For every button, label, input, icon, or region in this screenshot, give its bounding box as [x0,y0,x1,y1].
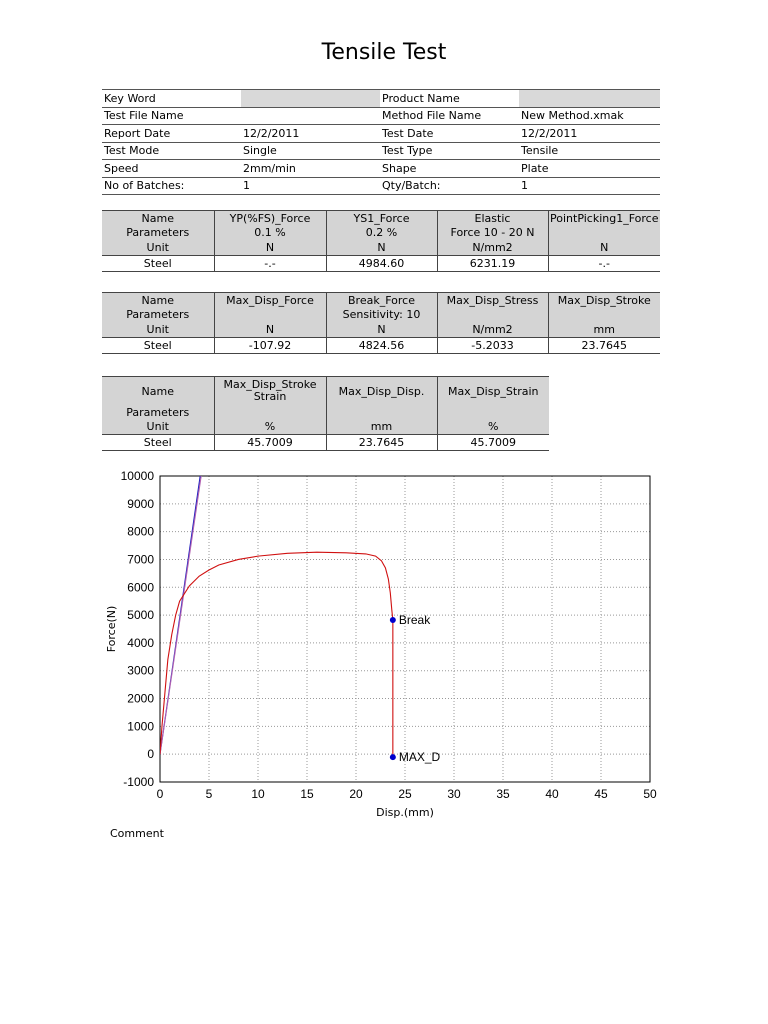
y-tick-label: 4000 [127,635,154,650]
y-tick-label: 8000 [127,524,154,539]
x-tick-label: 20 [349,787,363,801]
cell: YP(%FS)_Force [214,211,326,226]
x-tick-label: 50 [643,787,657,801]
info-label: Test Date [380,125,519,143]
info-label: Key Word [102,90,241,108]
info-label: Test Type [380,142,519,160]
cell [326,405,437,420]
table3-unit-row [102,420,549,435]
info-label: Report Date [102,125,241,143]
cell: -107.92 [214,337,326,353]
cell: N [326,240,437,255]
y-tick-label: 5000 [127,608,154,623]
cell: Max_Disp_Stroke [548,293,660,308]
cell: Steel [102,255,214,271]
table2-unit-row [102,322,660,337]
cell: 0.1 % [214,226,326,241]
cell: 45.7009 [214,435,326,451]
x-tick-label: 15 [300,787,314,801]
cell: Name [102,211,214,226]
cell: -.- [214,255,326,271]
cell: 23.7645 [548,337,660,353]
cell: mm [326,420,437,435]
comment-label: Comment [110,827,164,840]
cell: % [437,420,549,435]
cell: Name [102,377,214,406]
info-value: Tensile [519,142,660,160]
x-tick-label: 5 [205,787,213,801]
info-value: Single [241,142,380,160]
cell: 4824.56 [326,337,437,353]
y-tick-label: 1000 [127,719,154,734]
info-label: Method File Name [380,107,519,125]
info-value: 2mm/min [241,160,380,178]
info-row [102,142,660,160]
cell: Elastic [437,211,548,226]
table1-name-row [102,211,660,226]
cell: 4984.60 [326,255,437,271]
x-tick-label: 0 [156,787,164,801]
info-value: 12/2/2011 [519,125,660,143]
table1-steel-row [102,255,660,271]
table3-name-row [102,377,549,406]
table2-name-row [102,293,660,308]
cell: % [214,420,326,435]
info-label: No of Batches: [102,177,241,195]
cell: N [326,322,437,337]
cell: Parameters [102,226,214,241]
parameter-table-2 [102,292,660,354]
series-line [160,552,393,757]
data-point-marker [390,617,396,623]
cell: 6231.19 [437,255,548,271]
info-value: 12/2/2011 [241,125,380,143]
info-label: Shape [380,160,519,178]
y-tick-label: 6000 [127,580,154,595]
x-tick-label: 25 [398,787,412,801]
table3-parameters-row [102,405,549,420]
info-label: Test Mode [102,142,241,160]
cell: YS1_Force [326,211,437,226]
cell: Max_Disp_Strain [437,377,549,406]
table1-unit-row [102,240,660,255]
table1-parameters-row [102,226,660,241]
cell: -5.2033 [437,337,548,353]
x-axis-label: Disp.(mm) [376,806,434,819]
cell: 0.2 % [326,226,437,241]
table2-steel-row [102,337,660,353]
x-tick-label: 30 [447,787,461,801]
force-displacement-chart [100,466,670,826]
cell: Parameters [102,405,214,420]
y-tick-label: 2000 [127,691,154,706]
cell [214,405,326,420]
cell: Max_Disp_Force [214,293,326,308]
info-row [102,107,660,125]
cell: -.- [548,255,660,271]
cell: 23.7645 [326,435,437,451]
cell: Unit [102,322,214,337]
y-tick-label: -1000 [123,775,154,789]
info-label: Qty/Batch: [380,177,519,195]
cell: mm [548,322,660,337]
cell: Steel [102,435,214,451]
cell: Name [102,293,214,308]
cell: Sensitivity: 10 [326,308,437,323]
x-tick-label: 10 [251,787,265,801]
info-row [102,90,660,108]
cell: Steel [102,337,214,353]
info-value: 1 [241,177,380,195]
cell: N/mm2 [437,322,548,337]
cell: N [214,322,326,337]
info-label: Test File Name [102,107,241,125]
info-value: New Method.xmak [519,107,660,125]
parameter-table-3 [102,376,549,451]
info-label: Speed [102,160,241,178]
info-row [102,177,660,195]
info-value [241,90,380,108]
cell [548,226,660,241]
point-label: Break [398,612,431,627]
y-tick-label: 0 [147,747,154,762]
y-tick-label: 3000 [127,663,154,678]
x-tick-label: 45 [594,787,608,801]
y-tick-label: 7000 [127,552,154,567]
point-label: MAX_D [398,750,441,765]
info-row [102,125,660,143]
cell [437,405,549,420]
report-title: Tensile Test [321,40,447,65]
cell: Unit [102,240,214,255]
cell: Parameters [102,308,214,323]
cell: Max_Disp_Stroke Strain [214,377,326,406]
info-value: Plate [519,160,660,178]
parameter-table-1 [102,210,660,272]
x-tick-label: 40 [545,787,559,801]
x-tick-label: 35 [496,787,510,801]
cell: Force 10 - 20 N [437,226,548,241]
data-point-marker [390,754,396,760]
cell [437,308,548,323]
table3-steel-row [102,435,549,451]
cell: Unit [102,420,214,435]
cell: N/mm2 [437,240,548,255]
y-tick-label: 10000 [120,469,154,483]
cell: N [214,240,326,255]
cell: Break_Force [326,293,437,308]
y-axis-label: Force(N) [105,605,118,653]
cell: 45.7009 [437,435,549,451]
cell [548,308,660,323]
test-info-table [102,89,660,195]
cell: Max_Disp_Disp. [326,377,437,406]
cell: N [548,240,660,255]
cell: PointPicking1_Force [548,211,660,226]
info-row [102,160,660,178]
info-value [241,107,380,125]
cell: Max_Disp_Stress [437,293,548,308]
info-value: 1 [519,177,660,195]
y-tick-label: 9000 [127,496,154,511]
table2-parameters-row [102,308,660,323]
cell [214,308,326,323]
info-label: Product Name [380,90,519,108]
info-value [519,90,660,108]
